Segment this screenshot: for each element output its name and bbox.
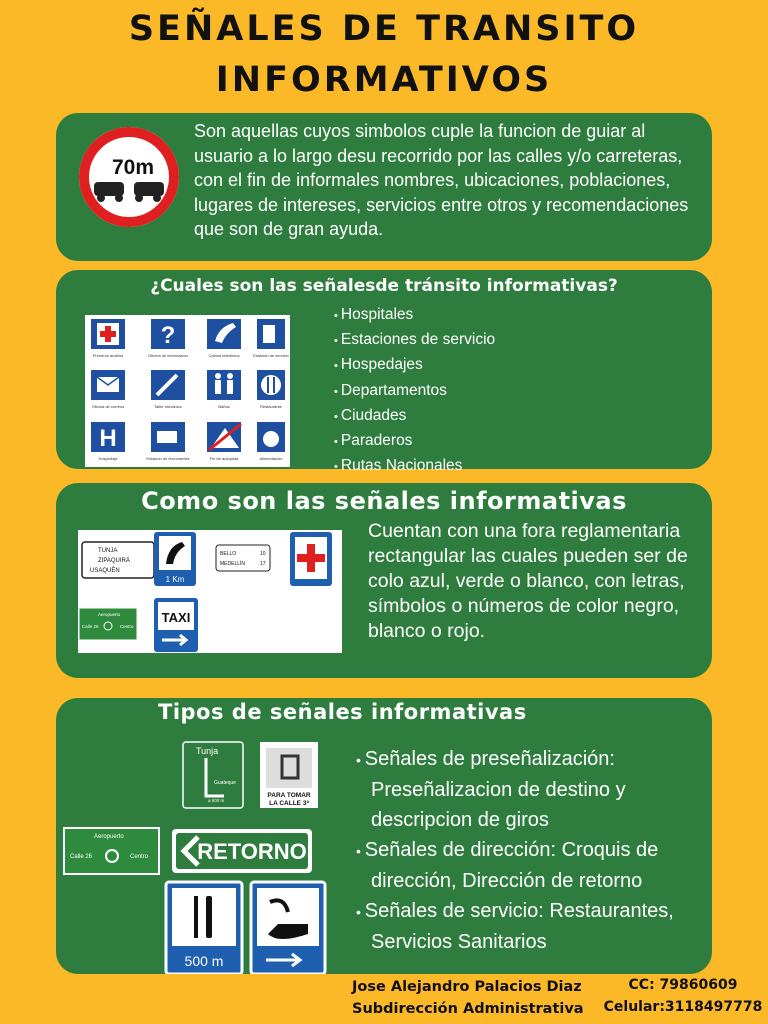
- list-item: • Señales de dirección: Croquis de dirección, Dirección de retorno: [356, 835, 706, 896]
- list-item: • Señales de preseñalización: Preseñalizacion de destino y descripcion de giros: [356, 744, 706, 835]
- types-heading: Tipos de señales informativas: [158, 700, 527, 724]
- list-item: • Estaciones de servicio: [334, 328, 495, 353]
- info-signs-grid: [85, 315, 290, 467]
- svg-text:Estación de ferrocarriles: Estación de ferrocarriles: [146, 456, 190, 461]
- intro-text: Son aquellas cuyos simbolos cuple la funcion de guiar al usuario a lo largo desu recorrido por las calles y/o carreteras, con el fin de informales nombres, ubicaciones, poblaciones, lugares de intereses, servicios entre otros y recomendaciones que son de gran ayuda.: [194, 121, 689, 239]
- how-panel: [56, 483, 712, 678]
- types-panel: [56, 698, 712, 974]
- author-info: [352, 976, 584, 1020]
- svg-text:MEDELLÍN: MEDELLÍN: [220, 561, 246, 567]
- svg-text:Taller mecánico: Taller mecánico: [154, 404, 182, 409]
- svg-text:1 Km: 1 Km: [165, 575, 185, 584]
- svg-text:LA CALLE 3ª: LA CALLE 3ª: [269, 800, 309, 807]
- speed-limit-sign-icon: [76, 124, 182, 230]
- svg-text:Oficina de correos: Oficina de correos: [91, 404, 125, 409]
- list-item: • Hospedajes: [334, 353, 495, 378]
- author-phone: Celular:3118497778: [603, 999, 763, 1015]
- svg-text:Centro: Centro: [130, 854, 149, 860]
- title-line-1: SEÑALES DE TRANSITO: [128, 9, 640, 49]
- title-line-2: INFORMATIVOS: [215, 60, 553, 100]
- svg-text:Centro: Centro: [120, 624, 134, 629]
- author-cc: CC: 79860609: [628, 977, 738, 993]
- svg-text:Calle 26: Calle 26: [82, 624, 99, 629]
- svg-text:a 500 m: a 500 m: [208, 798, 225, 803]
- which-list: [334, 303, 495, 479]
- sign-examples-graphic: [78, 530, 342, 653]
- svg-text:500 m: 500 m: [184, 953, 224, 969]
- svg-text:Primeros auxilios: Primeros auxilios: [92, 353, 124, 358]
- svg-text:Calle 26: Calle 26: [70, 854, 93, 860]
- svg-text:Estación de servicio: Estación de servicio: [253, 353, 289, 358]
- contact-info: [600, 974, 766, 1018]
- how-text: Cuentan con una fora reglamentaria rectangular las cuales pueden ser de colo azul, verde o blanco, con letras, símbolos o números de color negro, blanco o rojo.: [368, 520, 688, 642]
- list-item: • Departamentos: [334, 379, 495, 404]
- svg-text:17: 17: [260, 561, 266, 567]
- svg-text:Oficina de información: Oficina de información: [148, 353, 188, 358]
- list-item: • Paraderos: [334, 429, 495, 454]
- svg-text:70m: 70m: [111, 156, 155, 179]
- which-heading: ¿Cuales son las señalesde tránsito informativas?: [150, 276, 618, 296]
- svg-text:Guateque: Guateque: [214, 780, 236, 786]
- svg-text:Fin de autopista: Fin de autopista: [209, 456, 239, 461]
- svg-text:TAXI: TAXI: [161, 610, 191, 625]
- info-signs-grid-image: [85, 315, 290, 467]
- svg-text:PARA TOMAR: PARA TOMAR: [267, 792, 311, 799]
- svg-text:USAQUÉN: USAQUÉN: [90, 568, 120, 574]
- svg-text:10: 10: [260, 551, 266, 557]
- author-dept: Subdirección Administrativa: [352, 1001, 584, 1017]
- svg-text:Cabina telefónica: Cabina telefónica: [208, 353, 240, 358]
- svg-text:Hospedaje: Hospedaje: [98, 456, 118, 461]
- types-list: [356, 744, 706, 957]
- types-signs-graphic: [56, 698, 346, 974]
- list-item: • Señales de servicio: Restaurantes, Servicios Sanitarios: [356, 896, 706, 957]
- which-panel: [56, 270, 712, 475]
- svg-text:?: ?: [160, 322, 176, 349]
- list-item: • Rutas Nacionales: [334, 454, 495, 479]
- svg-text:Alimentación: Alimentación: [259, 456, 283, 461]
- svg-text:TUNJA: TUNJA: [98, 548, 118, 554]
- sign-examples-image: [78, 530, 342, 653]
- author-name: Jose Alejandro Palacios Diaz: [352, 979, 582, 995]
- svg-text:Tunja: Tunja: [196, 746, 219, 756]
- intro-panel: [56, 113, 712, 261]
- list-item: • Hospitales: [334, 303, 495, 328]
- list-item: • Ciudades: [334, 404, 495, 429]
- svg-text:RETORNO: RETORNO: [197, 839, 307, 864]
- svg-text:Restaurante: Restaurante: [260, 404, 282, 409]
- svg-text:Aeropuerto: Aeropuerto: [98, 612, 121, 617]
- svg-text:ZIPAQUIRÁ: ZIPAQUIRÁ: [98, 558, 130, 564]
- svg-text:Baños: Baños: [218, 404, 230, 409]
- how-heading: Como son las señales informativas: [141, 487, 627, 515]
- svg-text:Aeropuerto: Aeropuerto: [94, 834, 124, 840]
- svg-text:BELLO: BELLO: [220, 551, 237, 557]
- page-title: [0, 4, 768, 106]
- svg-text:H: H: [99, 425, 117, 452]
